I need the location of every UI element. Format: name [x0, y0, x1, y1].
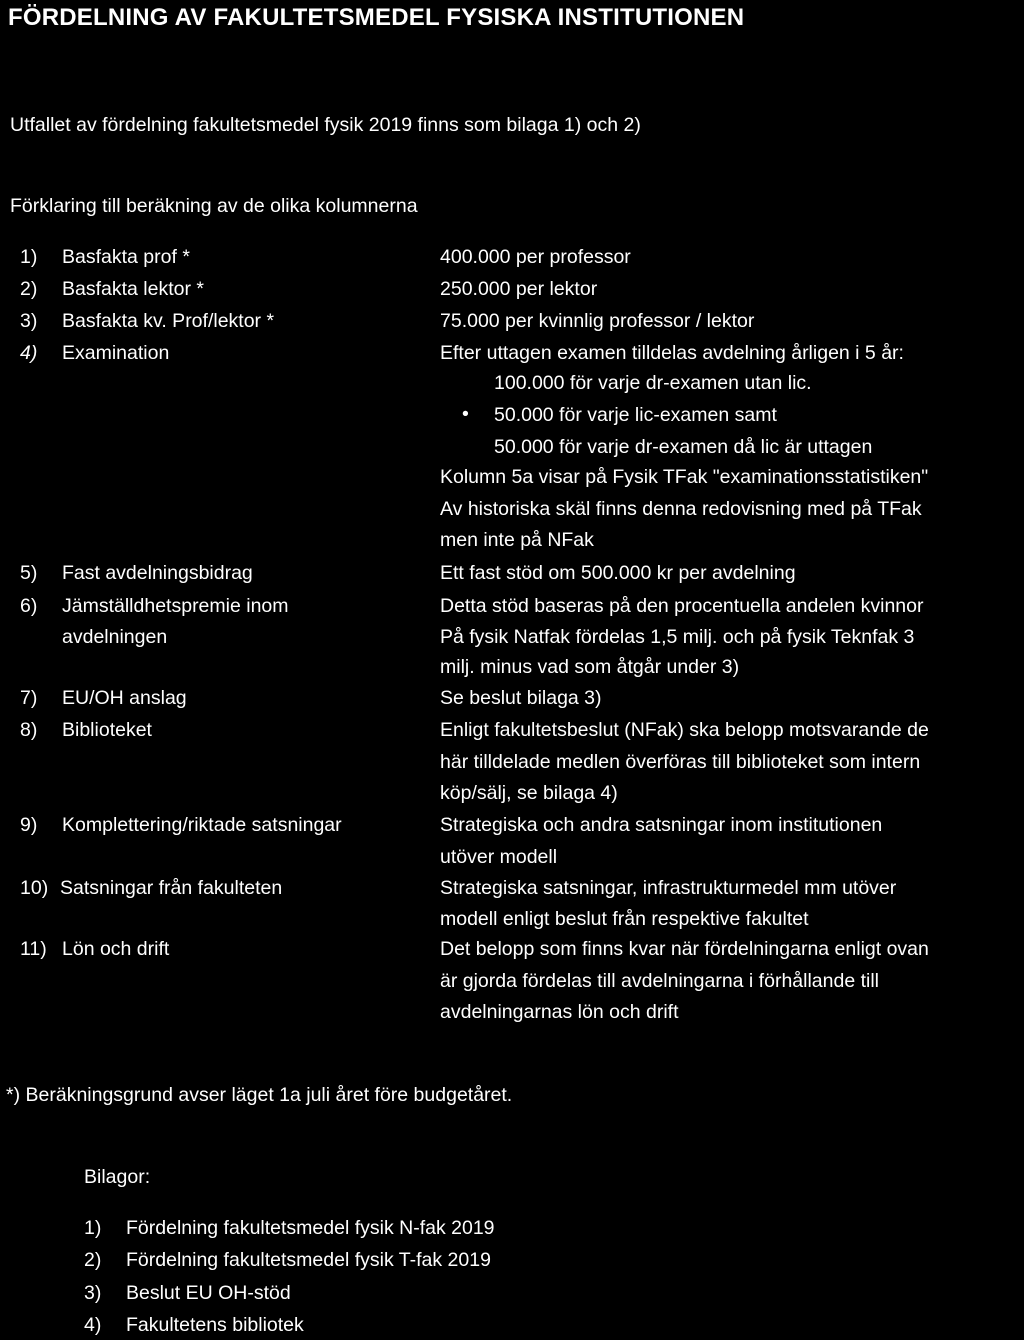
- item-number: 7): [20, 687, 38, 709]
- item-label: Basfakta lektor *: [62, 278, 204, 300]
- item-label: Komplettering/riktade satsningar: [62, 814, 342, 836]
- item-description: Strategiska och andra satsningar inom institutionen: [440, 814, 883, 836]
- item-description: Efter uttagen examen tilldelas avdelning årligen i 5 år:: [440, 342, 904, 364]
- attachment-number: 4): [84, 1314, 102, 1336]
- item-number: 5): [20, 562, 38, 584]
- attachment-number: 2): [84, 1249, 102, 1271]
- item-number: 1): [20, 246, 38, 268]
- item-number: 11): [20, 938, 47, 960]
- item-label: Jämställdhetspremie inom: [62, 595, 289, 617]
- item-description: Kolumn 5a visar på Fysik TFak "examinationsstatistiken": [440, 466, 929, 488]
- item-description: köp/sälj, se bilaga 4): [440, 782, 618, 804]
- footnote: *) Beräkningsgrund avser läget 1a juli året före budgetåret.: [6, 1084, 513, 1106]
- item-description: Se beslut bilaga 3): [440, 687, 602, 709]
- attachment-item: Beslut EU OH-stöd: [126, 1282, 291, 1304]
- intro-text: Utfallet av fördelning fakultetsmedel fysik 2019 finns som bilaga 1) och 2): [10, 114, 641, 136]
- attachment-number: 3): [84, 1282, 102, 1304]
- attachments-heading: Bilagor:: [84, 1166, 151, 1188]
- item-label: EU/OH anslag: [62, 687, 187, 709]
- item-label: Satsningar från fakulteten: [60, 877, 283, 899]
- item-description: 400.000 per professor: [440, 246, 631, 268]
- item-label: Lön och drift: [62, 938, 170, 960]
- item-label: Basfakta prof *: [62, 246, 190, 268]
- item-description: utöver modell: [440, 846, 558, 868]
- item-description: milj. minus vad som åtgår under 3): [440, 656, 740, 678]
- attachment-number: 1): [84, 1217, 102, 1239]
- item-description: Av historiska skäl finns denna redovisning med på TFak: [440, 498, 922, 520]
- attachment-item: Fakultetens bibliotek: [126, 1314, 304, 1336]
- item-description: 250.000 per lektor: [440, 278, 598, 300]
- item-description: är gjorda fördelas till avdelningarna i förhållande till: [440, 970, 880, 992]
- item-description: Strategiska satsningar, infrastrukturmedel mm utöver: [440, 877, 897, 899]
- item-label: Basfakta kv. Prof/lektor *: [62, 310, 275, 332]
- bullet-icon: •: [462, 403, 469, 425]
- item-description: Detta stöd baseras på den procentuella andelen kvinnor: [440, 595, 924, 617]
- explanation-heading: Förklaring till beräkning av de olika kolumnerna: [10, 195, 418, 217]
- item-description: Ett fast stöd om 500.000 kr per avdelning: [440, 562, 796, 584]
- item-description: modell enligt beslut från respektive fakultet: [440, 908, 809, 930]
- page-title: FÖRDELNING AV FAKULTETSMEDEL FYSISKA INSTITUTIONEN: [8, 4, 745, 31]
- item-label: avdelningen: [62, 626, 168, 648]
- item-description: men inte på NFak: [440, 529, 594, 551]
- item-label: Fast avdelningsbidrag: [62, 562, 253, 584]
- sub-item: 50.000 för varje dr-examen då lic är uttagen: [494, 436, 873, 458]
- item-number: 2): [20, 278, 38, 300]
- attachment-item: Fördelning fakultetsmedel fysik T-fak 2019: [126, 1249, 491, 1271]
- item-description: 75.000 per kvinnlig professor / lektor: [440, 310, 755, 332]
- item-label: Biblioteket: [62, 719, 152, 741]
- item-description: Det belopp som finns kvar när fördelningarna enligt ovan: [440, 938, 929, 960]
- item-number: 6): [20, 595, 38, 617]
- item-description: Enligt fakultetsbeslut (NFak) ska belopp motsvarande de: [440, 719, 929, 741]
- sub-item: 100.000 för varje dr-examen utan lic.: [494, 372, 812, 394]
- attachment-item: Fördelning fakultetsmedel fysik N-fak 2019: [126, 1217, 495, 1239]
- sub-item: 50.000 för varje lic-examen samt: [494, 404, 777, 426]
- item-description: avdelningarnas lön och drift: [440, 1001, 679, 1023]
- item-number: 8): [20, 719, 38, 741]
- item-number: 10): [20, 877, 49, 899]
- item-number: 4): [20, 342, 38, 364]
- item-number: 9): [20, 814, 38, 836]
- item-label: Examination: [62, 342, 170, 364]
- item-description: På fysik Natfak fördelas 1,5 milj. och på fysik Teknfak 3: [440, 626, 915, 648]
- item-number: 3): [20, 310, 38, 332]
- item-description: här tilldelade medlen överföras till biblioteket som intern: [440, 751, 921, 773]
